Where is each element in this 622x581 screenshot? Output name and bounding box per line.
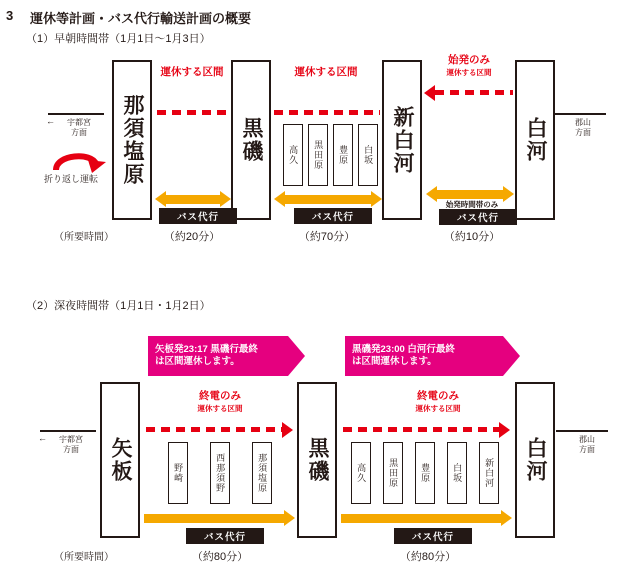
track-line-right-2 <box>556 430 608 432</box>
direction-right-line1-2: 郡山 <box>579 435 595 444</box>
mid-station-kurodahara-1: 黒田原 <box>308 124 328 186</box>
banner-1-arrow-head <box>288 336 305 376</box>
bus-tag-2: バス代行 <box>294 208 372 224</box>
direction-left-line1-1: 宇都宮 <box>67 118 91 127</box>
track-line-right-1 <box>548 113 606 115</box>
direction-right-line2-2: 方面 <box>579 445 595 454</box>
banner-1-line1: 矢板発23:17 黒磯行最終 <box>155 343 258 355</box>
first-train-arrow-head <box>424 85 435 101</box>
mid-station-takaku-1: 高久 <box>283 124 303 186</box>
banner-yaita-kuroiso <box>148 336 288 376</box>
bus-time-2-2: （約80分） <box>399 551 457 563</box>
bus-arrow-right-2-1 <box>284 510 295 526</box>
bus-tag-2-2: バス代行 <box>394 528 472 544</box>
bus-tag-1: バス代行 <box>159 208 237 224</box>
banner-2-arrow-head <box>503 336 520 376</box>
direction-right-label-1 <box>562 118 604 138</box>
suspended-label-1: 運休する区間 <box>160 66 224 78</box>
banner-2-line2: は区間運休します。 <box>352 356 437 367</box>
turn-back-label: 折り返し運転 <box>44 174 99 184</box>
last-train-arrow-head-1 <box>282 422 293 438</box>
direction-right-label-2 <box>566 435 608 455</box>
last-train-only-label-2: 終電のみ <box>417 390 459 402</box>
bus-arrow-right-2 <box>371 191 382 207</box>
bus-time-1: （約20分） <box>163 231 221 243</box>
page-title: 運休等計画・バス代行輸送計画の概要 <box>30 11 252 26</box>
subsection-1-label: （1）早朝時間帯（1月1日〜1月3日） <box>26 33 211 45</box>
last-train-dashline-1 <box>146 427 282 432</box>
first-train-only-sublabel: 運休する区間 <box>446 68 492 77</box>
station-shirakawa-1: 白河 <box>515 60 555 220</box>
bus-arrow-left-1 <box>155 191 166 207</box>
mid-station-takaku-2: 高久 <box>351 442 371 504</box>
bus-time-2-1: （約80分） <box>191 551 249 563</box>
suspended-dashline-2 <box>274 110 380 115</box>
required-time-label-1: （所要時間） <box>54 232 114 243</box>
mid-station-toyohara-1: 豊原 <box>333 124 353 186</box>
first-train-only-label: 始発のみ <box>448 54 490 66</box>
station-shirakawa-2: 白河 <box>515 382 555 538</box>
mid-station-nasushiobara-2: 那須塩原 <box>252 442 272 504</box>
mid-station-nishinasuno-2: 西那須野 <box>210 442 230 504</box>
direction-left-label-1 <box>58 118 100 138</box>
last-train-arrow-head-2 <box>499 422 510 438</box>
station-kuroiso-1: 黒磯 <box>231 60 271 220</box>
bus-time-3: （約10分） <box>443 231 501 243</box>
first-train-dashline <box>435 90 513 95</box>
bus-line-2 <box>285 195 371 204</box>
direction-right-line1-1: 郡山 <box>575 118 591 127</box>
banner-1-line2: は区間運休します。 <box>155 356 240 367</box>
banner-kuroiso-shirakawa <box>345 336 503 376</box>
direction-right-line2-1: 方面 <box>575 128 591 137</box>
suspended-dashline-1 <box>157 110 229 115</box>
section-number: 3 <box>6 8 14 23</box>
required-time-label-2: （所要時間） <box>54 552 114 563</box>
bus-note-3: 始発時間帯のみ <box>445 200 499 209</box>
bus-tag-2-1: バス代行 <box>186 528 264 544</box>
bus-line-2-1 <box>144 514 284 523</box>
station-yaita-2: 矢板 <box>100 382 140 538</box>
bus-arrow-right-2-2 <box>501 510 512 526</box>
bus-arrow-left-2 <box>274 191 285 207</box>
track-line-left-1 <box>48 113 104 115</box>
bus-line-2-2 <box>341 514 501 523</box>
station-shin-shirakawa-1: 新白河 <box>382 60 422 220</box>
last-train-only-label-1: 終電のみ <box>199 390 241 402</box>
bus-tag-3: バス代行 <box>439 209 517 225</box>
mid-station-toyohara-2: 豊原 <box>415 442 435 504</box>
bus-line-3 <box>437 190 503 199</box>
mid-station-shin-shirakawa-2: 新白河 <box>479 442 499 504</box>
direction-left-arrow-2: ← <box>38 433 47 443</box>
suspended-label-2: 運休する区間 <box>294 66 358 78</box>
mid-station-shirasaka-1: 白坂 <box>358 124 378 186</box>
bus-line-1 <box>166 195 220 204</box>
direction-left-label-2 <box>50 435 92 455</box>
bus-time-2: （約70分） <box>298 231 356 243</box>
station-nasushiobara-1: 那須塩原 <box>112 60 152 220</box>
track-line-left-2 <box>40 430 96 432</box>
last-train-dashline-2 <box>343 427 499 432</box>
station-kuroiso-2: 黒磯 <box>297 382 337 538</box>
direction-left-arrow-1: ← <box>46 116 55 126</box>
direction-left-line2-2: 方面 <box>63 445 79 454</box>
last-train-only-sublabel-1: 運休する区間 <box>197 404 243 413</box>
bus-arrow-right-1 <box>220 191 231 207</box>
direction-left-line1-2: 宇都宮 <box>59 435 83 444</box>
direction-left-line2-1: 方面 <box>71 128 87 137</box>
last-train-only-sublabel-2: 運休する区間 <box>415 404 461 413</box>
mid-station-kurodahara-2: 黒田原 <box>383 442 403 504</box>
mid-station-nozaki-2: 野崎 <box>168 442 188 504</box>
banner-2-line1: 黒磯発23:00 白河行最終 <box>352 343 455 355</box>
mid-station-shirasaka-2: 白坂 <box>447 442 467 504</box>
subsection-2-label: （2）深夜時間帯（1月1日・1月2日） <box>26 300 211 312</box>
